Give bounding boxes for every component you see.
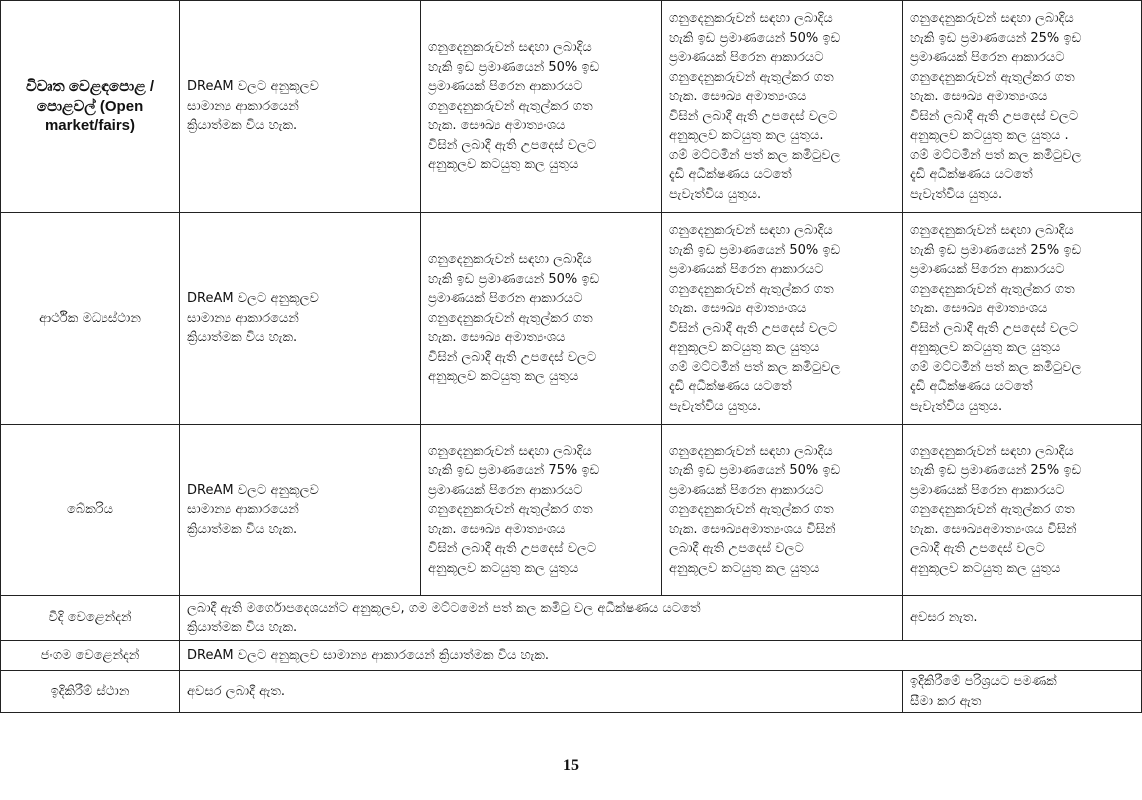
rule-cell <box>662 213 903 425</box>
cell-text-line: විසින් ලබාදී ඇති උපදෙස් වලට <box>910 108 1079 124</box>
cell-text-line: ගනුදෙනුකරුවන් සඳහා ලබාදිය <box>910 223 1074 238</box>
cell-text-line: විසින් ලබාදී ඇති උපදෙස් වලට <box>428 541 597 557</box>
cell-text-line: අනුකූලව කටයුතු කල යුතුය <box>428 560 579 576</box>
cell-text-line: විසින් ලබාදී ඇති උපදෙස් වලට <box>669 320 838 336</box>
cell-text-line: ප්‍රමාණයක් පිරෙන ආකාරයට <box>669 482 824 498</box>
category-cell <box>1 596 180 641</box>
cell-text-line: ගනුදෙනුකරුවන් ඇතුල්කර ගත <box>910 281 1075 297</box>
cell-text-line: ගනුදෙනුකරුවන් ඇතුල්කර ගත <box>669 69 834 85</box>
rule-cell <box>903 671 1142 713</box>
cell-text-line: ප්‍රමාණයක් පිරෙන ආකාරයට <box>910 262 1065 277</box>
cell-text-line: ප්‍රමාණයක් පිරෙන ආකාරයට <box>910 482 1065 498</box>
cell-text-line: ගනුදෙනුකරුවන් ඇතුල්කර ගත <box>669 281 834 297</box>
cell-text-line: ඉදිකිරීම් ස්ථාන <box>50 683 130 699</box>
cell-text-line: ක්‍රියාත්මක විය හැක. <box>187 620 298 635</box>
cell-text-line: DReAM වලට අනුකූලව <box>187 482 319 498</box>
cell-text-line: හැකි ඉඩ ප්‍රමාණයෙන් 50% ඉඩ <box>428 271 600 287</box>
cell-text-line: හැකි ඉඩ ප්‍රමාණයෙන් 25% ඉඩ <box>910 463 1082 479</box>
cell-text-line: හැක. සෞඛ්‍යඅමාත්‍යංශය විසින් <box>910 521 1077 537</box>
rule-cell <box>662 1 903 213</box>
table-row-construction-sites <box>1 671 1142 713</box>
cell-text-line: ලබාදී ඇති උපදෙස් වලට <box>669 541 804 557</box>
table-row-bakery <box>1 425 1142 596</box>
cell-text-line: අනුකූලව කටයුතු කල යුතුය <box>910 340 1061 355</box>
cell-text-line: විවෘත වෙළඳපොළ / <box>25 78 155 96</box>
cell-text-line: පැවැත්විය යුතුය. <box>669 398 762 414</box>
cell-text-line: ප්‍රමාණයක් පිරෙන ආකාරයට <box>669 262 824 277</box>
cell-text-line: හැක. සෞඛ්‍ය අමාත්‍යංශය <box>910 301 1048 316</box>
cell-text-line: හැක. සෞඛ්‍ය අමාත්‍යංශය <box>428 330 566 346</box>
cell-text-line: ප්‍රමාණයක් පිරෙන ආකාරයට <box>669 50 824 65</box>
cell-text-line: ගනුදෙනුකරුවන් සඳහා ලබාදිය <box>428 252 592 268</box>
cell-text-line: විසින් ලබාදී ඇති උපදෙස් වලට <box>669 108 838 124</box>
cell-text-line: ගනුදෙනුකරුවන් සඳහා ලබාදිය <box>910 11 1074 26</box>
cell-text-line: විසින් ලබාදී ඇති උපදෙස් වලට <box>428 137 597 153</box>
cell-text-line: ගනුදෙනුකරුවන් ඇතුල්කර ගත <box>428 310 593 326</box>
cell-text-line: අනුකූලව කටයුතු කල යුතුය <box>910 560 1061 576</box>
cell-text-line: විසින් ලබාදී ඇති උපදෙස් වලට <box>910 320 1079 336</box>
category-cell <box>1 1 180 213</box>
cell-text-line: අනුකූලව කටයුතු කල යුතුය <box>428 369 579 385</box>
cell-text-line: අවසර ලබාදී ඇත. <box>187 683 286 699</box>
cell-text-line: දැඩි අධීක්ෂණය යටතේ <box>910 379 1033 394</box>
cell-text-line: ප්‍රමාණයක් පිරෙන ආකාරයට <box>428 291 583 307</box>
cell-text-line: අනුකූලව කටයුතු කල යුතුය <box>428 157 579 173</box>
cell-text-line: සීමා කර ඇත <box>910 693 982 709</box>
category-cell <box>1 641 180 671</box>
cell-text-line: ගනුදෙනුකරුවන් ඇතුල්කර ගත <box>669 502 834 518</box>
page-number: 15 <box>563 757 579 774</box>
cell-text-line: ගම් මට්ටමින් පත් කල කමිටුවල <box>910 359 1082 375</box>
cell-text-line: ලබාදී ඇති උපදෙස් වලට <box>910 541 1045 557</box>
category-cell <box>1 425 180 596</box>
cell-text-line: දැඩි අධීක්ෂණය යටතේ <box>669 167 792 182</box>
cell-text-line: සාමාන්‍ය ආකාරයෙන් <box>187 310 299 326</box>
cell-text-line: ඉදිකිරීමේ පරිශ්‍රයට පමණක් <box>910 674 1057 689</box>
cell-text-line: DReAM වලට අනුකූලව <box>187 291 319 307</box>
cell-text-line: හැකි ඉඩ ප්‍රමාණයෙන් 25% ඉඩ <box>910 30 1082 46</box>
cell-text-line: සාමාන්‍ය ආකාරයෙන් <box>187 502 299 518</box>
cell-text-line: හැකි ඉඩ ප්‍රමාණයෙන් 25% ඉඩ <box>910 242 1082 258</box>
cell-text-line: ගනුදෙනුකරුවන් ඇතුල්කර ගත <box>428 502 593 518</box>
cell-text-line: ගනුදෙනුකරුවන් සඳහා ලබාදිය <box>669 223 833 238</box>
cell-text-line: ක්‍රියාත්මක විය හැක. <box>187 118 298 134</box>
cell-text-line: අනුකූලව කටයුතු කල යුතුය. <box>669 128 824 143</box>
rule-cell <box>903 596 1142 641</box>
cell-text-line: විසින් ලබාදී ඇති උපදෙස් වලට <box>428 349 597 365</box>
merged-rule-cell <box>180 596 903 641</box>
cell-text-line: ක්‍රියාත්මක විය හැක. <box>187 521 298 537</box>
category-cell <box>1 671 180 713</box>
rule-cell <box>180 1 421 213</box>
cell-text-line: පැවැත්විය යුතුය. <box>669 186 762 202</box>
cell-text-line: හැක. සෞඛ්‍යඅමාත්‍යංශය විසින් <box>669 521 836 537</box>
cell-text-line: DReAM වලට අනුකූලව <box>187 79 319 95</box>
cell-text-line: පොළවල් (Open <box>36 97 144 115</box>
cell-text-line: ගම් මට්ටමින් පත් කල කමිටුවල <box>910 147 1082 163</box>
cell-text-line: ප්‍රමාණයක් පිරෙන ආකාරයට <box>910 50 1065 65</box>
rule-cell <box>903 1 1142 213</box>
table-row-economic-centres <box>1 213 1142 425</box>
cell-text-line: ගනුදෙනුකරුවන් සඳහා ලබාදිය <box>428 443 592 459</box>
cell-text-line: හැක. සෞඛ්‍ය අමාත්‍යංශය <box>669 301 807 316</box>
cell-text-line: DReAM වලට අනුකූලව සාමාන්‍ය ආකාරයෙන් ක්‍රියාත්මක විය හැක. <box>187 647 550 663</box>
rule-cell <box>903 213 1142 425</box>
cell-text-line: දැඩි අධීක්ෂණය යටතේ <box>910 167 1033 182</box>
cell-text-line: ගනුදෙනුකරුවන් සඳහා ලබාදිය <box>669 11 833 26</box>
rule-cell <box>180 213 421 425</box>
rule-cell <box>421 1 662 213</box>
cell-text-line: හැකි ඉඩ ප්‍රමාණයෙන් 75% ඉඩ <box>428 463 600 479</box>
rule-cell <box>421 425 662 596</box>
cell-text-line: ජංගම වෙළෙන්දන් <box>40 647 140 663</box>
rule-cell <box>421 213 662 425</box>
table-row-open-market <box>1 1 1142 213</box>
cell-text-line: ගම් මට්ටමින් පත් කල කමිටුවල <box>669 359 841 375</box>
cell-text-line: අනුකූලව කටයුතු කල යුතුය <box>669 560 820 576</box>
cell-text-line: ලබාදී ඇති මර්ගොපදෙශයන්ට අනුකූලව, ගම මට්ටමෙන් පත් කල කමිටු වල අධීක්ෂණය යටතේ <box>187 600 701 616</box>
cell-text-line: හැකි ඉඩ ප්‍රමාණයෙන් 50% ඉඩ <box>669 463 841 479</box>
cell-text-line: ගනුදෙනුකරුවන් ඇතුල්කර ගත <box>428 98 593 114</box>
cell-text-line: දැඩි අධීක්ෂණය යටතේ <box>669 379 792 394</box>
cell-text-line: හැක. සෞඛ්‍ය අමාත්‍යංශය <box>428 521 566 537</box>
cell-text-line: market/fairs) <box>44 117 136 135</box>
cell-text-line: පැවැත්විය යුතුය. <box>910 398 1003 414</box>
cell-text-line: ක්‍රියාත්මක විය හැක. <box>187 330 298 346</box>
cell-text-line: ගනුදෙනුකරුවන් ඇතුල්කර ගත <box>910 502 1075 518</box>
table-row-street-vendors <box>1 596 1142 641</box>
cell-text-line: අවසර නැත. <box>910 610 978 626</box>
cell-text-line: ගනුදෙනුකරුවන් සඳහා ලබාදිය <box>669 443 833 459</box>
category-cell <box>1 213 180 425</box>
cell-text-line: ගනුදෙනුකරුවන් සඳහා ලබාදිය <box>910 443 1074 459</box>
cell-text-line: පැවැත්විය යුතුය. <box>910 186 1003 202</box>
cell-text-line: හැකි ඉඩ ප්‍රමාණයෙන් 50% ඉඩ <box>669 30 841 46</box>
merged-rule-cell <box>180 671 903 713</box>
cell-text-line: අනුකූලව කටයුතු කල යුතුය . <box>910 128 1069 143</box>
cell-text-line: හැකි ඉඩ ප්‍රමාණයෙන් 50% ඉඩ <box>428 59 600 75</box>
cell-text-line: ගනුදෙනුකරුවන් සඳහා ලබාදිය <box>428 40 592 56</box>
cell-text-line: අනුකූලව කටයුතු කල යුතුය <box>669 340 820 355</box>
rule-cell <box>662 425 903 596</box>
table-row-mobile-vendors <box>1 641 1142 671</box>
cell-text-line: ප්‍රමාණයක් පිරෙන ආකාරයට <box>428 482 583 498</box>
cell-text-line: හැක. සෞඛ්‍ය අමාත්‍යංශය <box>669 89 807 104</box>
cell-text-line: හැකි ඉඩ ප්‍රමාණයෙන් 50% ඉඩ <box>669 242 841 258</box>
rule-cell <box>903 425 1142 596</box>
cell-text-line: සාමාන්‍ය ආකාරයෙන් <box>187 98 299 114</box>
cell-text-line: ගම් මට්ටමින් පත් කල කමිටුවල <box>669 147 841 163</box>
cell-text-line: ගනුදෙනුකරුවන් ඇතුල්කර ගත <box>910 69 1075 85</box>
rule-cell <box>180 425 421 596</box>
cell-text-line: වීදි වෙළෙන්දන් <box>48 610 132 626</box>
cell-text-line: හැක. සෞඛ්‍ය අමාත්‍යංශය <box>910 89 1048 104</box>
merged-rule-cell <box>180 641 1142 671</box>
cell-text-line: ආර්ථික මධ්‍යස්ථාන <box>39 310 141 326</box>
cell-text-line: බේකරිය <box>67 502 113 518</box>
cell-text-line: ප්‍රමාණයක් පිරෙන ආකාරයට <box>428 79 583 95</box>
cell-text-line: හැක. සෞඛ්‍ය අමාත්‍යංශය <box>428 118 566 134</box>
